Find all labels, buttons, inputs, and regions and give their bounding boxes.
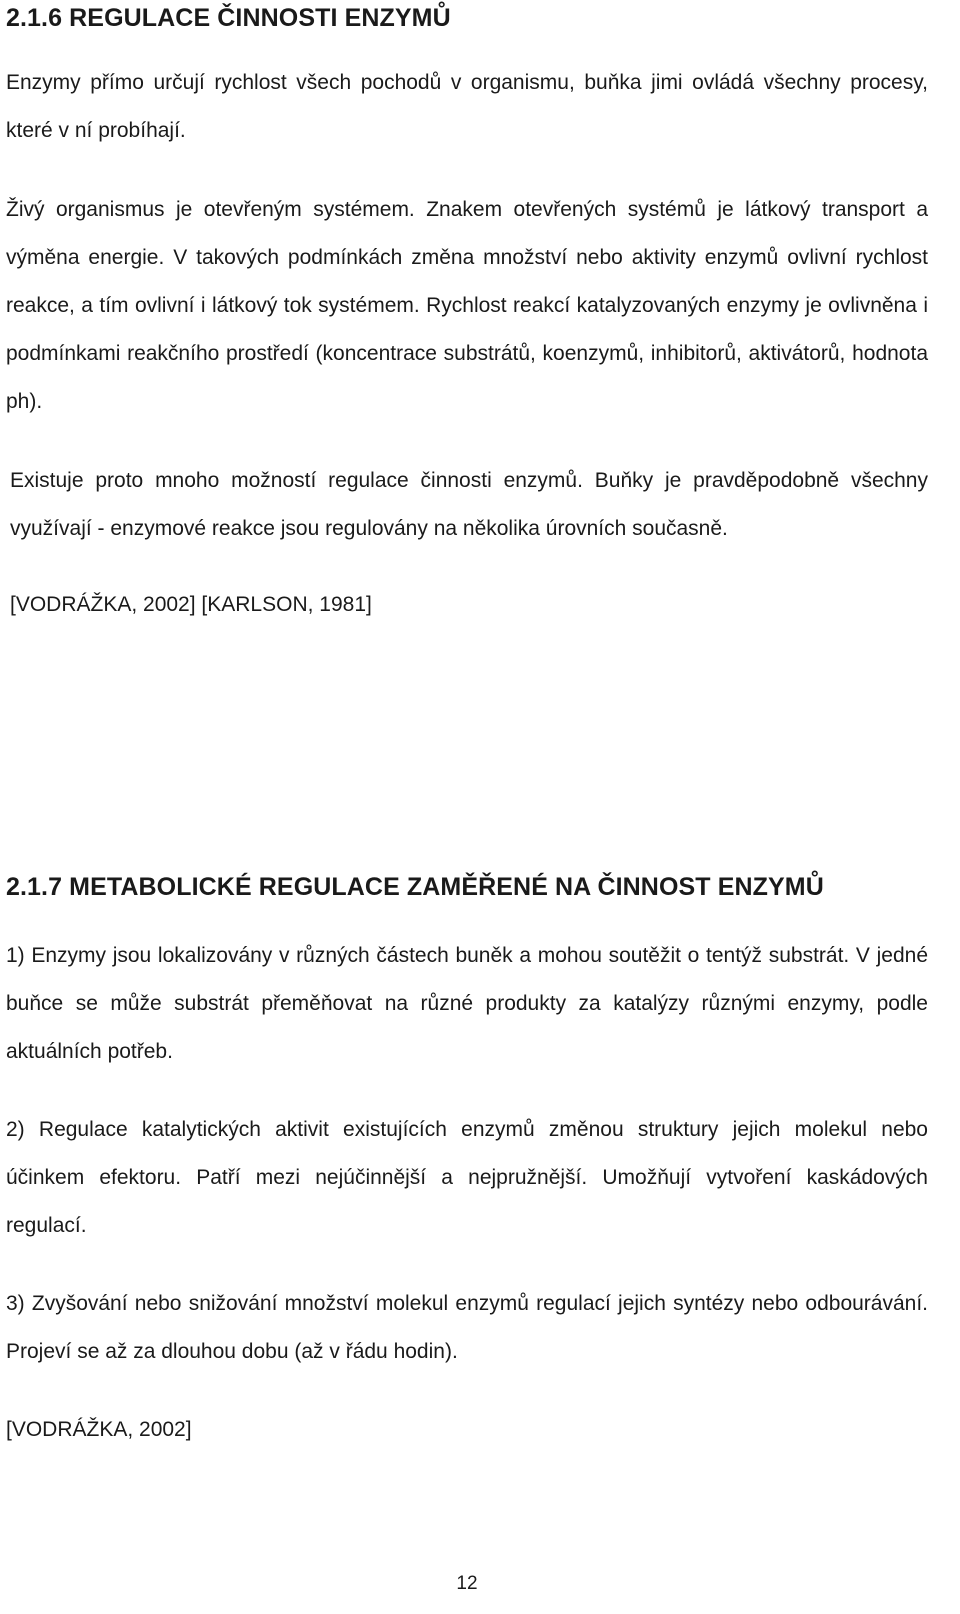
reference-section-2: [VODRÁŽKA, 2002] bbox=[6, 1418, 192, 1441]
paragraph-enzymes-control: Enzymy přímo určují rychlost všech pochodů v organismu, buňka jimi ovládá všechny procesy, které v ní probíhají. bbox=[6, 71, 928, 142]
section-heading-2-1-6: 2.1.6 REGULACE ČINNOSTI ENZYMŮ bbox=[6, 4, 451, 32]
paragraph-regulation-options: Existuje proto mnoho možností regulace činnosti enzymů. Buňky je pravděpodobně všechny využívají - enzymové reakce jsou regulovány na několika úrovních současně. bbox=[10, 469, 928, 540]
section-heading-2-1-7: 2.1.7 METABOLICKÉ REGULACE ZAMĚŘENÉ NA ČINNOST ENZYMŮ bbox=[6, 873, 824, 901]
paragraph-open-system: Živý organismus je otevřeným systémem. Znakem otevřených systémů je látkový transport a výměna energie. V takových podmínkách změna množství nebo aktivity enzymů ovlivní rychlost reakce, a tím ovlivní i látkový tok systémem. Rychlost reakcí katalyzovaných enzymy je ovlivněna i podmínkami reakčního prostředí (koncentrace substrátů, koenzymů, inhibitorů, aktivátorů, hodnota ph). bbox=[6, 198, 928, 413]
page-number: 12 bbox=[456, 1573, 478, 1594]
document-page bbox=[6, 0, 928, 1614]
paragraph-point-3: 3) Zvyšování nebo snižování množství molekul enzymů regulací jejich syntézy nebo odbourávání. Projeví se až za dlouhou dobu (až v řádu hodin). bbox=[6, 1292, 928, 1363]
paragraph-point-1: 1) Enzymy jsou lokalizovány v různých částech buněk a mohou soutěžit o tentýž substrát. V jedné buňce se může substrát přeměňovat na různé produkty za katalýzy různými enzymy, podle aktuálních potřeb. bbox=[6, 944, 928, 1063]
paragraph-point-2: 2) Regulace katalytických aktivit existujících enzymů změnou struktury jejich molekul nebo účinkem efektoru. Patří mezi nejúčinnější a nejpružnější. Umožňují vytvoření kaskádových regulací. bbox=[6, 1118, 928, 1237]
reference-section-1: [VODRÁŽKA, 2002] [KARLSON, 1981] bbox=[10, 593, 372, 616]
